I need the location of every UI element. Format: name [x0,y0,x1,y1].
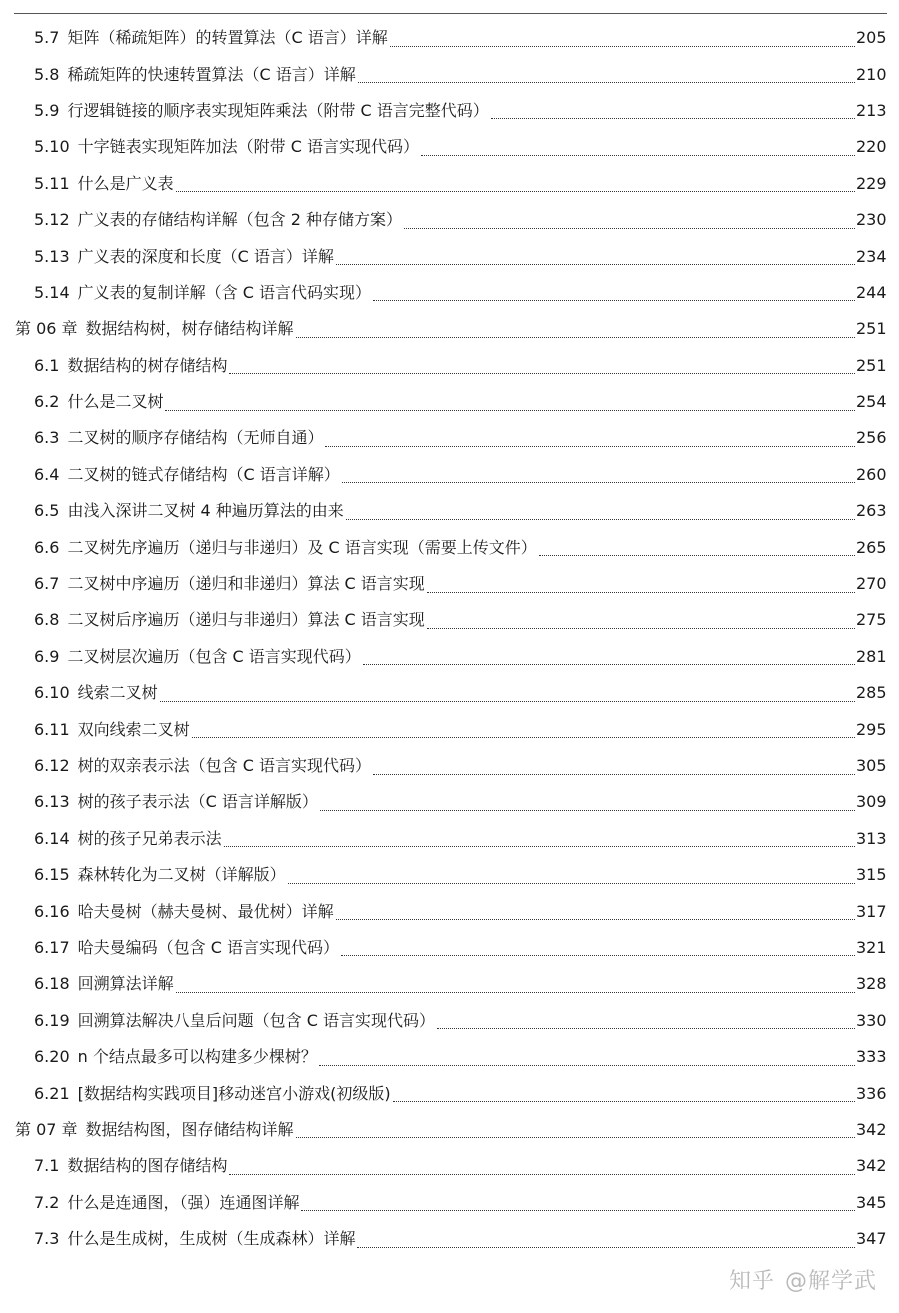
toc-entry-title: 什么是生成树，生成树（生成森林）详解 [67,1229,356,1249]
toc-entry-title: n 个结点最多可以构建多少棵树？ [77,1047,317,1067]
toc-entry-title: 矩阵（稀疏矩阵）的转置算法（C 语言）详解 [67,28,388,48]
toc-section-entry[interactable] [0,529,899,565]
toc-entry-page-number: 230 [856,210,887,230]
toc-entry-page-number: 251 [856,319,887,339]
toc-entry-number: 5.14 [34,282,70,302]
toc-section-entry[interactable] [0,275,899,311]
toc-entry-page-number: 265 [856,537,887,557]
dot-leader [373,754,855,775]
toc-section-entry[interactable] [0,821,899,857]
toc-entry-number: 6.5 [34,501,60,521]
toc-section-entry[interactable] [0,1148,899,1184]
toc-entry-title: 二叉树先序遍历（递归与非递归）及 C 语言实现（需要上传文件） [67,537,537,557]
toc-entry-number: 5.7 [34,28,60,48]
dot-leader [357,1227,855,1248]
toc-entry-title: [数据结构实践项目]移动迷宫小游戏(初级版) [77,1083,391,1103]
toc-section-entry[interactable] [0,748,899,784]
toc-entry-title: 广义表的存储结构详解（包含 2 种存储方案） [77,210,402,230]
toc-entry-title: 二叉树后序遍历（递归与非递归）算法 C 语言实现 [67,610,425,630]
toc-section-entry[interactable] [0,457,899,493]
toc-entry-page-number: 270 [856,574,887,594]
toc-entry-page-number: 328 [856,974,887,994]
dot-leader [160,681,855,702]
toc-entry-title: 什么是二叉树 [67,392,164,412]
toc-entry-number: 6.21 [34,1083,70,1103]
top-rule [14,13,887,14]
toc-entry-number: 6.12 [34,756,70,775]
toc-section-entry[interactable] [0,1221,899,1257]
toc-section-entry[interactable] [0,493,899,529]
dot-leader [341,935,855,956]
toc-entry-number: 6.2 [34,392,60,412]
toc-entry-number: 6.9 [34,646,60,666]
dot-leader [393,1081,855,1102]
toc-entry-title: 树的孩子表示法（C 语言详解版） [77,792,318,812]
toc-entry-title: 什么是连通图，（强）连通图详解 [67,1192,300,1212]
toc-entry-title: 回溯算法详解 [77,974,174,994]
watermark [729,1264,877,1295]
toc-entry-number: 6.17 [34,937,70,957]
toc-entry-number: 6.8 [34,610,60,630]
dot-leader [421,135,855,156]
toc-entry-page-number: 309 [856,792,887,812]
toc-entry-number: 6.19 [34,1010,70,1030]
toc-entry-page-number: 229 [856,173,887,193]
toc-chapter-entry[interactable] [0,311,899,347]
toc-section-entry[interactable] [0,1185,899,1221]
toc-entry-title: 什么是广义表 [77,173,174,193]
toc-entry-title: 数据结构图，图存储结构详解 [85,1119,294,1139]
toc-entry-page-number: 275 [856,610,887,630]
toc-section-entry[interactable] [0,675,899,711]
toc-entry-number: 5.10 [34,137,70,157]
dot-leader [296,317,855,338]
toc-entry-page-number: 342 [856,1119,887,1139]
toc-entry-page-number: 263 [856,501,887,521]
toc-entry-title: 二叉树层次遍历（包含 C 语言实现代码） [67,646,361,666]
toc-section-entry[interactable] [0,930,899,966]
toc-entry-page-number: 205 [856,28,887,48]
toc-entry-page-number: 260 [856,464,887,484]
toc-entry-number: 6.6 [34,537,60,557]
toc-entry-title: 十字链表实现矩阵加法（附带 C 语言实现代码） [77,137,419,157]
toc-entry-number: 5.8 [34,64,60,84]
toc-section-entry[interactable] [0,602,899,638]
toc-entry-number: 5.13 [34,246,70,266]
toc-section-entry[interactable] [0,784,899,820]
watermark-author: @解学武 [784,1269,877,1294]
toc-section-entry[interactable] [0,420,899,456]
toc-entry-number: 6.11 [34,719,70,739]
toc-entry-page-number: 347 [856,1229,887,1249]
toc-entry-title: 双向线索二叉树 [77,719,190,739]
dot-leader [363,644,855,665]
toc-entry-title: 树的双亲表示法（包含 C 语言实现代码） [77,756,371,775]
toc-section-entry[interactable] [0,711,899,747]
toc-entry-page-number: 210 [856,64,887,84]
toc-entry-title: 哈夫曼编码（包含 C 语言实现代码） [77,937,339,957]
toc-entry-title: 哈夫曼树（赫夫曼树、最优树）详解 [77,901,334,921]
dot-leader [539,535,855,556]
toc-entry-number: 5.11 [34,173,70,193]
toc-entry-number: 7.1 [34,1156,60,1176]
toc-entry-page-number: 317 [856,901,887,921]
dot-leader [325,426,855,447]
toc-entry-page-number: 333 [856,1047,887,1067]
toc-section-entry[interactable] [0,129,899,165]
toc-section-entry[interactable] [0,202,899,238]
toc-entry-page-number: 342 [856,1156,887,1176]
toc-section-entry[interactable] [0,1003,899,1039]
dot-leader [373,280,855,301]
toc-entry-title: 线索二叉树 [77,683,158,703]
dot-leader [301,1190,855,1211]
toc-section-entry[interactable] [0,20,899,56]
toc-entry-title: 数据结构的树存储结构 [67,355,228,375]
toc-section-entry[interactable] [0,857,899,893]
toc-entry-number: 第 06 章 [15,319,78,339]
toc-section-entry[interactable] [0,348,899,384]
toc-entry-page-number: 220 [856,137,887,157]
dot-leader [296,1117,855,1138]
dot-leader [427,572,855,593]
toc-section-entry[interactable] [0,1075,899,1111]
toc-entry-title: 二叉树的顺序存储结构（无师自通） [67,428,324,448]
toc-entry-title: 树的孩子兄弟表示法 [77,828,222,848]
dot-leader [437,1008,855,1029]
toc-entry-page-number: 315 [856,865,887,885]
toc-entry-number: 5.12 [34,210,70,230]
toc-entry-number: 6.13 [34,792,70,812]
toc-entry-number: 7.3 [34,1229,60,1249]
dot-leader [224,826,855,847]
toc-entry-number: 6.18 [34,974,70,994]
toc-entry-title: 数据结构树，树存储结构详解 [85,319,294,339]
toc-entry-number: 6.1 [34,355,60,375]
dot-leader [229,353,855,374]
dot-leader [491,98,855,119]
dot-leader [176,171,855,192]
toc-entry-page-number: 251 [856,355,887,375]
dot-leader [427,608,855,629]
dot-leader [390,26,855,47]
toc-section-entry[interactable] [0,93,899,129]
toc-entry-number: 6.3 [34,428,60,448]
toc-entry-number: 6.15 [34,865,70,885]
toc-entry-page-number: 281 [856,646,887,666]
toc-entry-number: 6.16 [34,901,70,921]
dot-leader [404,208,855,229]
dot-leader [319,1045,855,1066]
toc-entry-number: 5.9 [34,100,60,120]
toc-entry-page-number: 244 [856,282,887,302]
toc-entry-title: 二叉树中序遍历（递归和非递归）算法 C 语言实现 [67,574,425,594]
toc-entry-page-number: 330 [856,1010,887,1030]
dot-leader [165,390,855,411]
toc-entry-title: 数据结构的图存储结构 [67,1156,228,1176]
toc-entry-page-number: 234 [856,246,887,266]
toc-entry-page-number: 313 [856,828,887,848]
toc-entry-title: 森林转化为二叉树（详解版） [77,865,286,885]
toc-entry-title: 广义表的深度和长度（C 语言）详解 [77,246,334,266]
toc-entry-page-number: 345 [856,1192,887,1212]
toc-entry-page-number: 213 [856,100,887,120]
toc-entry-title: 广义表的复制详解（含 C 语言代码实现） [77,282,371,302]
toc-entry-page-number: 336 [856,1083,887,1103]
toc-section-entry[interactable] [0,566,899,602]
dot-leader [320,790,855,811]
dot-leader [336,244,855,265]
toc-section-entry[interactable] [0,1039,899,1075]
dot-leader [336,899,855,920]
toc-section-entry[interactable] [0,166,899,202]
dot-leader [346,499,855,520]
watermark-site: 知乎 [728,1269,775,1294]
toc-entry-title: 行逻辑链接的顺序表实现矩阵乘法（附带 C 语言完整代码） [67,100,489,120]
dot-leader [192,717,855,738]
toc-chapter-entry[interactable] [0,1112,899,1148]
toc-entry-title: 稀疏矩阵的快速转置算法（C 语言）详解 [67,64,356,84]
toc-entry-number: 第 07 章 [15,1119,78,1139]
toc-section-entry[interactable] [0,639,899,675]
dot-leader [342,462,855,483]
toc-entry-page-number: 285 [856,683,887,703]
table-of-contents [0,20,899,1257]
toc-section-entry[interactable] [0,56,899,92]
toc-entry-number: 7.2 [34,1192,60,1212]
toc-section-entry[interactable] [0,893,899,929]
toc-entry-page-number: 305 [856,756,887,775]
toc-entry-number: 6.7 [34,574,60,594]
toc-entry-number: 6.14 [34,828,70,848]
toc-entry-page-number: 295 [856,719,887,739]
toc-entry-title: 回溯算法解决八皇后问题（包含 C 语言实现代码） [77,1010,435,1030]
dot-leader [358,62,855,83]
toc-entry-page-number: 254 [856,392,887,412]
toc-section-entry[interactable] [0,966,899,1002]
dot-leader [176,972,855,993]
toc-entry-number: 6.20 [34,1047,70,1067]
toc-entry-number: 6.10 [34,683,70,703]
toc-entry-number: 6.4 [34,464,60,484]
toc-section-entry[interactable] [0,384,899,420]
toc-section-entry[interactable] [0,238,899,274]
toc-entry-page-number: 256 [856,428,887,448]
dot-leader [288,863,855,884]
toc-entry-title: 二叉树的链式存储结构（C 语言详解） [67,464,340,484]
toc-entry-title: 由浅入深讲二叉树 4 种遍历算法的由来 [67,501,344,521]
dot-leader [229,1154,855,1175]
toc-entry-page-number: 321 [856,937,887,957]
